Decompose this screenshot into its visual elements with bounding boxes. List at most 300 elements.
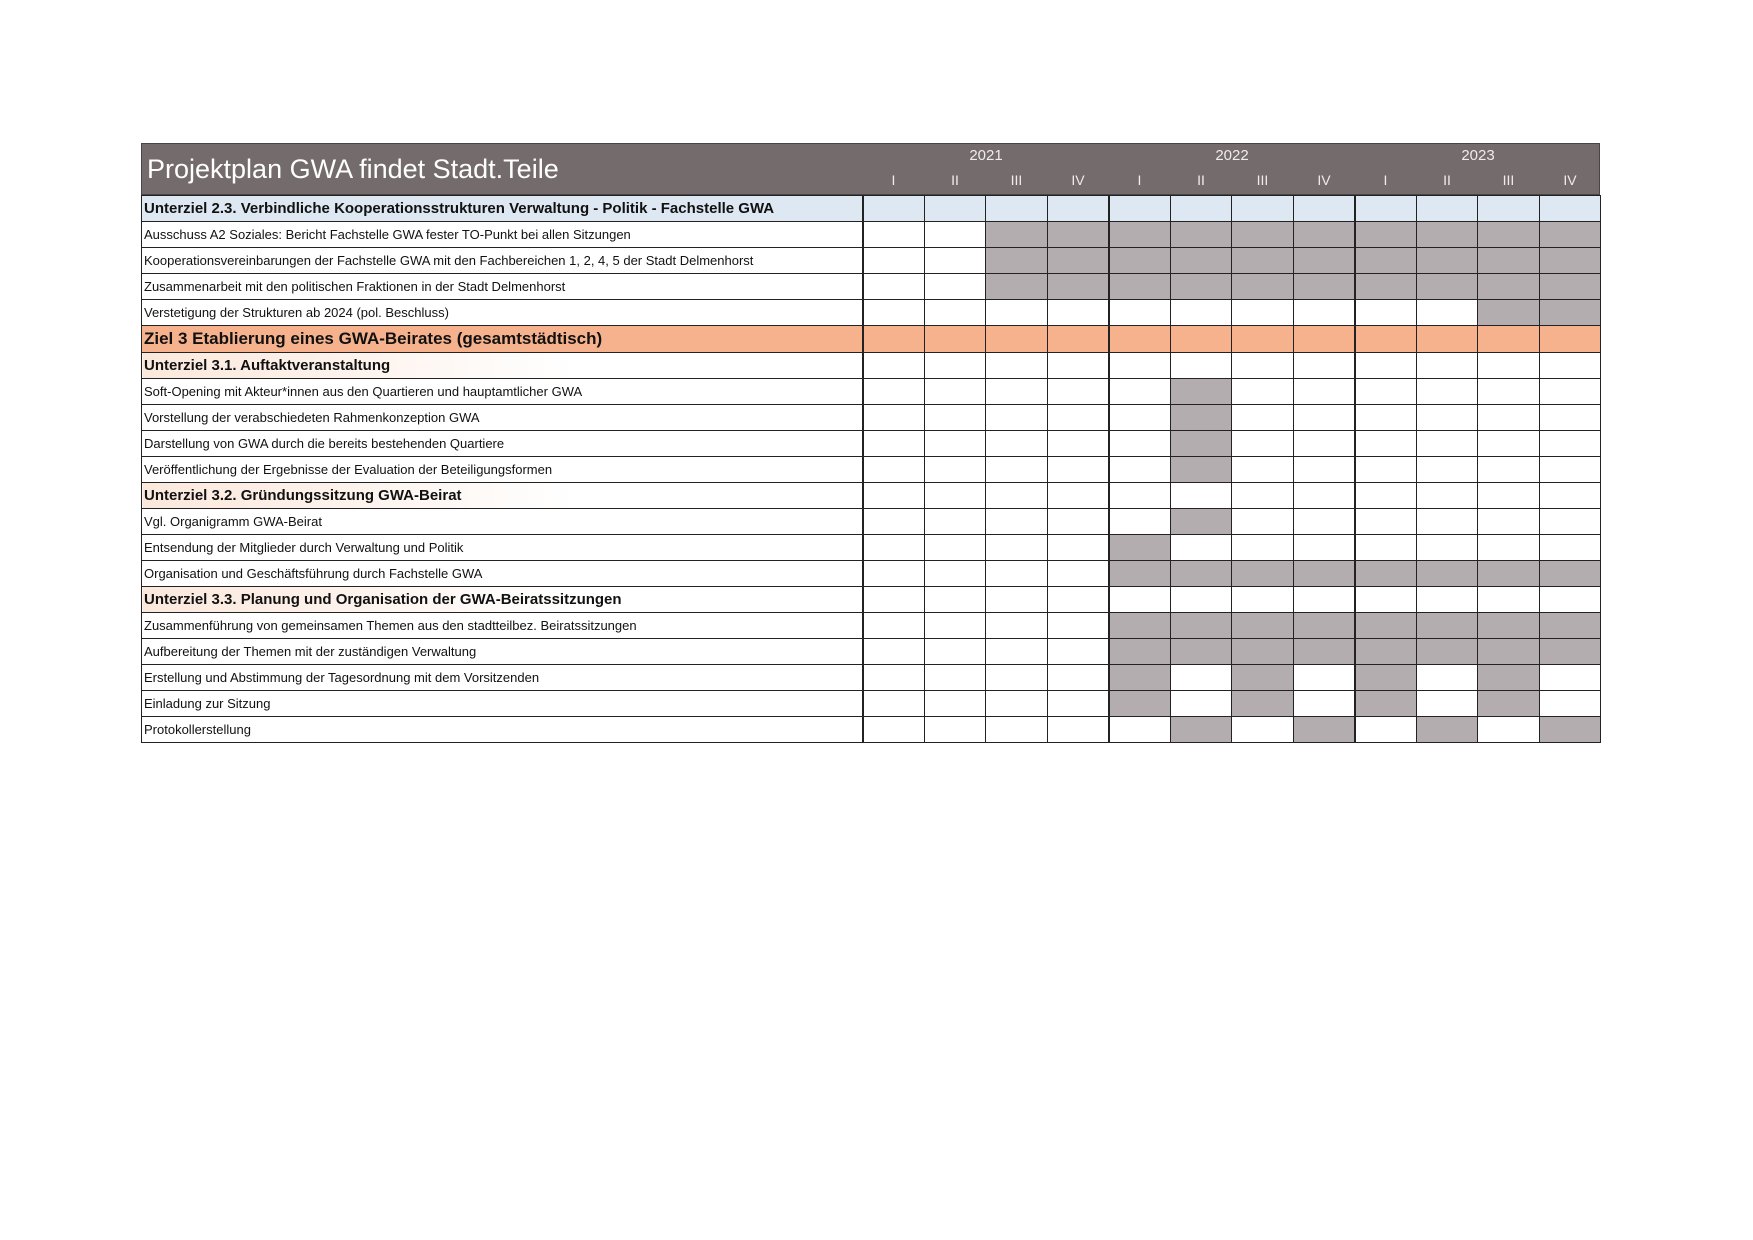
quarter-cell (986, 353, 1048, 379)
quarter-cell (1478, 587, 1540, 613)
quarter-cell (1109, 326, 1171, 353)
row-label: Veröffentlichung der Ergebnisse der Evaluation der Beteiligungsformen (142, 457, 863, 483)
quarter-cell (1047, 613, 1109, 639)
quarter-cell (863, 717, 925, 743)
quarter-cell-filled (1109, 274, 1171, 300)
quarter-cell-filled (1539, 561, 1601, 587)
quarter-cell (1416, 457, 1478, 483)
row-label: Unterziel 3.1. Auftaktveranstaltung (142, 353, 863, 379)
quarter-cell (1232, 379, 1294, 405)
quarter-cell-filled (1293, 639, 1355, 665)
quarter-cell (1478, 379, 1540, 405)
quarter-cell-filled (1170, 613, 1232, 639)
quarter-cell (1355, 405, 1417, 431)
quarter-cell (1539, 509, 1601, 535)
quarter-cell (1416, 665, 1478, 691)
quarter-cell (924, 248, 986, 274)
quarter-cell (1170, 326, 1232, 353)
year-2022: 2022 (1215, 147, 1249, 164)
row-label: Kooperationsvereinbarungen der Fachstelle GWA mit den Fachbereichen 1, 2, 4, 5 der Stadt Delmenhorst (142, 248, 863, 274)
quarter-cell (1293, 196, 1355, 222)
quarter-header: I (1137, 172, 1142, 188)
quarter-cell (1047, 691, 1109, 717)
quarter-cell (1539, 196, 1601, 222)
quarter-cell (1416, 483, 1478, 509)
quarter-cell (1539, 431, 1601, 457)
quarter-cell (863, 639, 925, 665)
quarter-header: I (1383, 172, 1388, 188)
task-row (142, 691, 1601, 717)
quarter-cell-filled (1232, 639, 1294, 665)
quarter-cell (1170, 665, 1232, 691)
row-label: Darstellung von GWA durch die bereits bestehenden Quartiere (142, 431, 863, 457)
quarter-cell (863, 509, 925, 535)
quarter-cell (986, 326, 1048, 353)
quarter-cell (986, 613, 1048, 639)
quarter-header: III (1256, 172, 1269, 188)
quarter-cell (986, 483, 1048, 509)
quarter-cell (863, 431, 925, 457)
quarter-cell (863, 353, 925, 379)
quarter-cell-filled (1539, 222, 1601, 248)
subgoal-row (142, 483, 1601, 509)
quarter-cell (1047, 639, 1109, 665)
quarter-cell (1539, 691, 1601, 717)
quarter-cell (986, 535, 1048, 561)
row-label: Unterziel 2.3. Verbindliche Kooperationsstrukturen Verwaltung - Politik - Fachstelle GWA (142, 196, 863, 222)
quarter-cell (1047, 326, 1109, 353)
quarter-cell (863, 222, 925, 248)
row-label: Entsendung der Mitglieder durch Verwaltung und Politik (142, 535, 863, 561)
quarter-cell (1539, 483, 1601, 509)
quarter-cell-filled (1355, 248, 1417, 274)
quarter-cell (1416, 431, 1478, 457)
quarter-cell (1232, 535, 1294, 561)
row-label: Zusammenarbeit mit den politischen Fraktionen in der Stadt Delmenhorst (142, 274, 863, 300)
quarter-cell (1478, 457, 1540, 483)
quarter-cell (924, 483, 986, 509)
quarter-cell-filled (1293, 248, 1355, 274)
quarter-cell (1416, 196, 1478, 222)
task-row (142, 405, 1601, 431)
quarter-cell-filled (1109, 613, 1171, 639)
quarter-cell-filled (1293, 222, 1355, 248)
goal-row (142, 326, 1601, 353)
quarter-cell (924, 274, 986, 300)
quarter-cell (1293, 431, 1355, 457)
task-row (142, 248, 1601, 274)
quarter-cell (1109, 587, 1171, 613)
quarter-cell (1232, 483, 1294, 509)
quarter-cell-filled (1416, 248, 1478, 274)
quarter-cell (1109, 509, 1171, 535)
quarter-cell-filled (1109, 561, 1171, 587)
quarter-header: IV (1071, 172, 1085, 188)
plan-grid (141, 195, 1601, 743)
quarter-cell (1109, 379, 1171, 405)
quarter-cell-filled (1355, 274, 1417, 300)
quarter-cell (1478, 717, 1540, 743)
quarter-cell-filled (1478, 248, 1540, 274)
quarter-cell (924, 353, 986, 379)
task-row (142, 457, 1601, 483)
quarter-cell (986, 639, 1048, 665)
task-row (142, 222, 1601, 248)
task-row (142, 274, 1601, 300)
quarter-cell-filled (986, 248, 1048, 274)
quarter-cell (924, 405, 986, 431)
quarter-cell-filled (1478, 300, 1540, 326)
quarter-cell (863, 691, 925, 717)
quarter-cell (1478, 535, 1540, 561)
quarter-cell-filled (1170, 248, 1232, 274)
quarter-cell-filled (1539, 300, 1601, 326)
quarter-cell (924, 326, 986, 353)
quarter-cell-filled (1170, 379, 1232, 405)
quarter-cell (1539, 405, 1601, 431)
quarter-cell-filled (1170, 717, 1232, 743)
task-row (142, 431, 1601, 457)
quarter-cell-filled (1232, 561, 1294, 587)
quarter-cell-filled (1047, 274, 1109, 300)
row-label: Soft-Opening mit Akteur*innen aus den Quartieren und hauptamtlicher GWA (142, 379, 863, 405)
quarter-cell (1416, 379, 1478, 405)
quarter-cell (1293, 353, 1355, 379)
quarter-cell-filled (1539, 274, 1601, 300)
quarter-cell (1109, 717, 1171, 743)
quarter-cell (863, 457, 925, 483)
quarter-cell-filled (1478, 274, 1540, 300)
quarter-cell-filled (1170, 561, 1232, 587)
quarter-cell (1170, 483, 1232, 509)
quarter-cell (1293, 379, 1355, 405)
quarter-cell-filled (1478, 665, 1540, 691)
row-label: Aufbereitung der Themen mit der zuständigen Verwaltung (142, 639, 863, 665)
quarter-cell (986, 379, 1048, 405)
quarter-cell-filled (1539, 248, 1601, 274)
row-label: Unterziel 3.3. Planung und Organisation der GWA-Beiratssitzungen (142, 587, 863, 613)
quarter-cell (1170, 535, 1232, 561)
quarter-cell (924, 691, 986, 717)
quarter-cell-filled (986, 274, 1048, 300)
quarter-cell-filled (1047, 248, 1109, 274)
quarter-cell (1232, 587, 1294, 613)
quarter-cell (924, 717, 986, 743)
quarter-header: II (1197, 172, 1205, 188)
quarter-cell (986, 717, 1048, 743)
quarter-cell (863, 483, 925, 509)
quarter-header: III (1010, 172, 1023, 188)
quarter-cell (924, 561, 986, 587)
quarter-cell (1416, 353, 1478, 379)
quarter-cell-filled (1355, 639, 1417, 665)
quarter-cell (1355, 196, 1417, 222)
quarter-cell (1478, 353, 1540, 379)
quarter-cell-filled (1355, 691, 1417, 717)
quarter-cell-filled (1416, 222, 1478, 248)
quarter-cell-filled (1232, 248, 1294, 274)
quarter-cell (863, 196, 925, 222)
quarter-header: I (891, 172, 896, 188)
quarter-cell-filled (1170, 639, 1232, 665)
quarter-cell (924, 431, 986, 457)
quarter-cell (1355, 509, 1417, 535)
quarter-cell (1355, 483, 1417, 509)
quarter-cell (986, 509, 1048, 535)
quarter-cell (1478, 196, 1540, 222)
year-2023: 2023 (1461, 147, 1495, 164)
quarter-cell (1293, 665, 1355, 691)
quarter-cell (924, 457, 986, 483)
quarter-cell-filled (1109, 665, 1171, 691)
quarter-cell (1232, 300, 1294, 326)
quarter-cell-filled (1478, 639, 1540, 665)
quarter-cell (863, 300, 925, 326)
quarter-cell (1478, 431, 1540, 457)
quarter-cell-filled (1293, 717, 1355, 743)
quarter-cell (1416, 509, 1478, 535)
quarter-cell (1232, 457, 1294, 483)
quarter-cell (1232, 717, 1294, 743)
row-label: Verstetigung der Strukturen ab 2024 (pol. Beschluss) (142, 300, 863, 326)
quarter-cell (863, 405, 925, 431)
quarter-cell (1355, 587, 1417, 613)
quarter-cell (1047, 535, 1109, 561)
quarter-cell-filled (1109, 535, 1171, 561)
quarter-cell (1047, 405, 1109, 431)
subgoal-row (142, 353, 1601, 379)
quarter-cell (1478, 326, 1540, 353)
quarter-cell (1355, 300, 1417, 326)
quarter-cell (1047, 587, 1109, 613)
quarter-cell (924, 639, 986, 665)
quarter-cell (1416, 691, 1478, 717)
quarter-cell (1539, 353, 1601, 379)
quarter-cell (1355, 431, 1417, 457)
quarter-cell-filled (1232, 665, 1294, 691)
quarter-cell (1109, 196, 1171, 222)
quarter-cell (1293, 457, 1355, 483)
quarter-cell (1539, 665, 1601, 691)
quarter-cell-filled (1293, 561, 1355, 587)
quarter-cell (1232, 196, 1294, 222)
quarter-cell (986, 665, 1048, 691)
quarter-cell (1539, 535, 1601, 561)
quarter-cell-filled (1232, 274, 1294, 300)
quarter-cell-filled (1232, 613, 1294, 639)
quarter-cell-filled (1170, 274, 1232, 300)
quarter-cell-filled (1170, 405, 1232, 431)
quarter-cell (1293, 535, 1355, 561)
quarter-cell-filled (986, 222, 1048, 248)
quarter-cell (1355, 457, 1417, 483)
quarter-cell (1047, 509, 1109, 535)
plan-header (141, 143, 1600, 195)
quarter-cell (924, 300, 986, 326)
row-label: Einladung zur Sitzung (142, 691, 863, 717)
quarter-cell (1170, 300, 1232, 326)
quarter-cell (863, 587, 925, 613)
quarter-cell (1047, 665, 1109, 691)
quarter-cell (1478, 509, 1540, 535)
quarter-cell (924, 196, 986, 222)
quarter-cell (924, 222, 986, 248)
quarter-cell (1170, 691, 1232, 717)
quarter-cell-filled (1109, 691, 1171, 717)
task-row (142, 300, 1601, 326)
quarter-cell (1416, 587, 1478, 613)
quarter-cell (1416, 300, 1478, 326)
quarter-cell (1416, 326, 1478, 353)
quarter-cell (1232, 326, 1294, 353)
quarter-cell-filled (1293, 274, 1355, 300)
quarter-cell (986, 196, 1048, 222)
quarter-cell (1293, 300, 1355, 326)
subgoal-row (142, 196, 1601, 222)
quarter-cell (1355, 379, 1417, 405)
quarter-cell (1539, 326, 1601, 353)
quarter-cell-filled (1355, 613, 1417, 639)
quarter-cell-filled (1170, 431, 1232, 457)
quarter-cell-filled (1232, 691, 1294, 717)
quarter-cell (1355, 353, 1417, 379)
quarter-cell (1416, 405, 1478, 431)
row-label: Zusammenführung von gemeinsamen Themen aus den stadtteilbez. Beiratssitzungen (142, 613, 863, 639)
quarter-cell (986, 457, 1048, 483)
quarter-cell-filled (1539, 639, 1601, 665)
row-label: Organisation und Geschäftsführung durch Fachstelle GWA (142, 561, 863, 587)
quarter-cell-filled (1478, 691, 1540, 717)
task-row (142, 717, 1601, 743)
quarter-cell (1170, 353, 1232, 379)
quarter-cell (863, 274, 925, 300)
task-row (142, 379, 1601, 405)
quarter-cell (1478, 483, 1540, 509)
quarter-cell (986, 431, 1048, 457)
quarter-cell (924, 613, 986, 639)
quarter-cell-filled (1416, 639, 1478, 665)
quarter-cell-filled (1109, 639, 1171, 665)
quarter-cell (924, 379, 986, 405)
quarter-cell (986, 587, 1048, 613)
quarter-cell (863, 248, 925, 274)
quarter-cell (986, 561, 1048, 587)
quarter-cell (1047, 196, 1109, 222)
quarter-cell (1047, 561, 1109, 587)
quarter-cell (1539, 379, 1601, 405)
quarter-header: III (1502, 172, 1515, 188)
task-row (142, 639, 1601, 665)
quarter-cell-filled (1109, 222, 1171, 248)
row-label: Erstellung und Abstimmung der Tagesordnung mit dem Vorsitzenden (142, 665, 863, 691)
quarter-cell (1109, 300, 1171, 326)
quarter-cell-filled (1416, 613, 1478, 639)
quarter-cell-filled (1416, 274, 1478, 300)
quarter-cell-filled (1355, 665, 1417, 691)
quarter-cell (1109, 483, 1171, 509)
quarter-cell (863, 326, 925, 353)
quarter-cell-filled (1478, 613, 1540, 639)
quarter-cell (1293, 509, 1355, 535)
quarter-cell (1232, 431, 1294, 457)
quarter-cell-filled (1416, 561, 1478, 587)
quarter-cell (1232, 405, 1294, 431)
quarter-cell (924, 509, 986, 535)
year-2021: 2021 (969, 147, 1003, 164)
plan-title: Projektplan GWA findet Stadt.Teile (147, 154, 559, 184)
quarter-cell (1047, 457, 1109, 483)
row-label: Ausschuss A2 Soziales: Bericht Fachstelle GWA fester TO-Punkt bei allen Sitzungen (142, 222, 863, 248)
quarter-cell-filled (1355, 222, 1417, 248)
quarter-cell (1109, 405, 1171, 431)
quarter-cell (1047, 353, 1109, 379)
quarter-cell (1355, 535, 1417, 561)
quarter-cell (1047, 717, 1109, 743)
quarter-cell (1047, 483, 1109, 509)
quarter-header: IV (1317, 172, 1331, 188)
quarter-cell-filled (1170, 222, 1232, 248)
quarter-cell (1293, 405, 1355, 431)
quarter-cell (986, 691, 1048, 717)
quarter-cell-filled (1539, 717, 1601, 743)
quarter-header: II (1443, 172, 1451, 188)
quarter-cell (1047, 431, 1109, 457)
quarter-cell (924, 665, 986, 691)
quarter-cell (1047, 379, 1109, 405)
quarter-cell-filled (1170, 457, 1232, 483)
quarter-cell (924, 587, 986, 613)
row-label: Vorstellung der verabschiedeten Rahmenkonzeption GWA (142, 405, 863, 431)
task-row (142, 509, 1601, 535)
project-plan (141, 143, 1600, 743)
quarter-cell (986, 405, 1048, 431)
quarter-header: IV (1563, 172, 1577, 188)
quarter-cell-filled (1416, 717, 1478, 743)
task-row (142, 665, 1601, 691)
quarter-cell (1170, 196, 1232, 222)
quarter-cell (1109, 431, 1171, 457)
quarter-cell (1293, 691, 1355, 717)
quarter-cell-filled (1047, 222, 1109, 248)
quarter-cell-filled (1293, 613, 1355, 639)
quarter-cell-filled (1539, 613, 1601, 639)
row-label: Unterziel 3.2. Gründungssitzung GWA-Beirat (142, 483, 863, 509)
quarter-header: II (951, 172, 959, 188)
quarter-cell (1109, 353, 1171, 379)
quarter-cell (863, 613, 925, 639)
quarter-cell (1232, 353, 1294, 379)
quarter-cell-filled (1232, 222, 1294, 248)
quarter-cell (924, 535, 986, 561)
quarter-cell-filled (1170, 509, 1232, 535)
quarter-cell (1232, 509, 1294, 535)
quarter-cell (1293, 483, 1355, 509)
task-row (142, 613, 1601, 639)
quarter-cell (1478, 405, 1540, 431)
task-row (142, 561, 1601, 587)
quarter-cell (1355, 717, 1417, 743)
quarter-cell (863, 379, 925, 405)
quarter-cell-filled (1355, 561, 1417, 587)
row-label: Ziel 3 Etablierung eines GWA-Beirates (gesamtstädtisch) (142, 326, 863, 353)
quarter-cell (1293, 326, 1355, 353)
quarter-cell (863, 665, 925, 691)
task-row (142, 535, 1601, 561)
quarter-cell (986, 300, 1048, 326)
row-label: Vgl. Organigramm GWA-Beirat (142, 509, 863, 535)
quarter-cell (1539, 457, 1601, 483)
row-label: Protokollerstellung (142, 717, 863, 743)
